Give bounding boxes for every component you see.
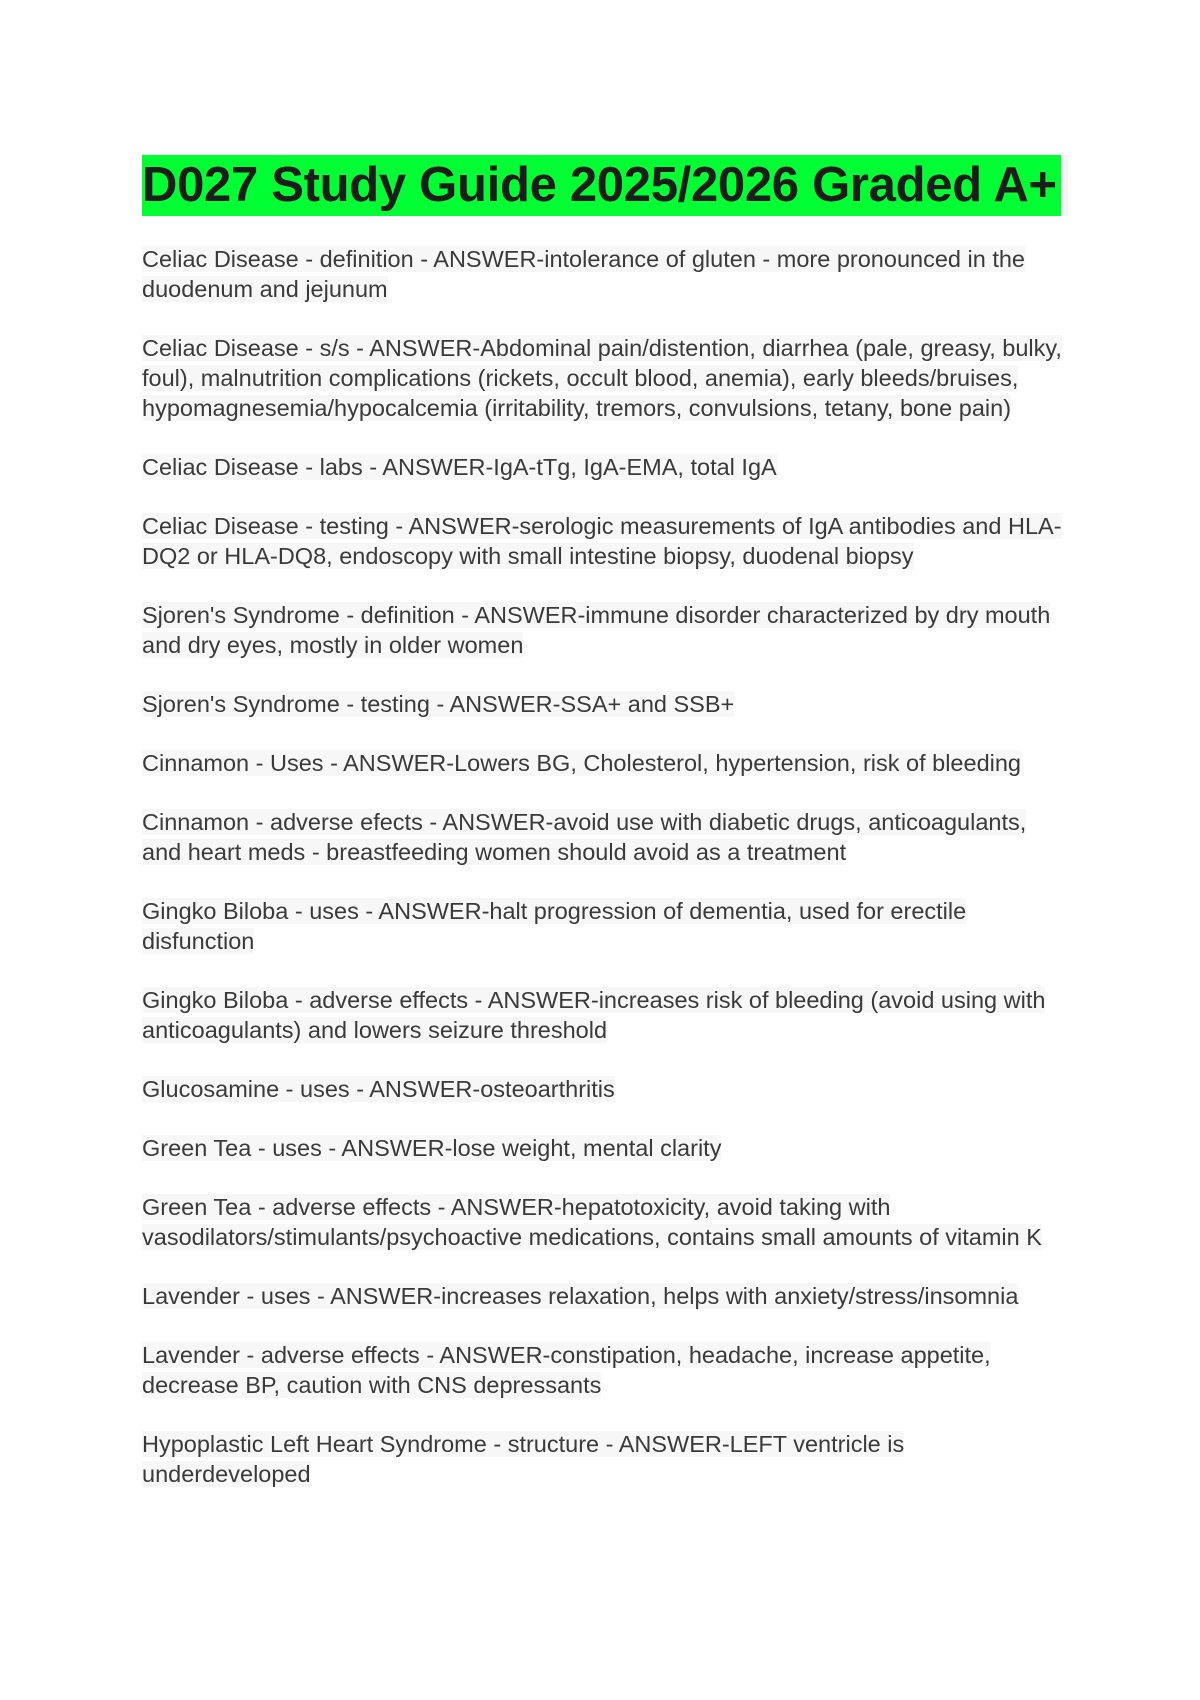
entry-hlhs-structure: Hypoplastic Left Heart Syndrome - structure - ANSWER-LEFT ventricle is underdeveloped — [142, 1431, 905, 1487]
entry-sjogren-testing: Sjoren's Syndrome - testing - ANSWER-SSA+ and SSB+ — [142, 691, 735, 717]
entry-green-tea-adverse-effects: Green Tea - adverse effects - ANSWER-hepatotoxicity, avoid taking with vasodilators/stimulants/psychoactive medications, contains small amounts of vitamin K — [142, 1194, 1042, 1250]
entry-celiac-definition: Celiac Disease - definition - ANSWER-intolerance of gluten - more pronounced in the duodenum and jejunum — [142, 246, 1025, 302]
entry-celiac-testing: Celiac Disease - testing - ANSWER-serologic measurements of IgA antibodies and HLA-DQ2 or HLA-DQ8, endoscopy with small intestine biopsy, duodenal biopsy — [142, 513, 1062, 569]
study-entries — [142, 244, 1072, 1518]
entry-glucosamine-uses: Glucosamine - uses - ANSWER-osteoarthritis — [142, 1076, 615, 1102]
entry-lavender-uses: Lavender - uses - ANSWER-increases relaxation, helps with anxiety/stress/insomnia — [142, 1283, 1019, 1309]
entry-gingko-uses: Gingko Biloba - uses - ANSWER-halt progression of dementia, used for erectile disfunction — [142, 898, 967, 954]
entry-celiac-signs-symptoms: Celiac Disease - s/s - ANSWER-Abdominal pain/distention, diarrhea (pale, greasy, bulky, foul), malnutrition complications (rickets, occult blood, anemia), early bleeds/bruises, hypomagnesemia/hypocalcemia (irritability, tremors, convulsions, tetany, bone pain) — [142, 335, 1062, 421]
entry-cinnamon-adverse-effects: Cinnamon - adverse efects - ANSWER-avoid use with diabetic drugs, anticoagulants, and heart meds - breastfeeding women should avoid as a treatment — [142, 809, 1027, 865]
entry-green-tea-uses: Green Tea - uses - ANSWER-lose weight, mental clarity — [142, 1135, 722, 1161]
entry-celiac-labs: Celiac Disease - labs - ANSWER-IgA-tTg, IgA-EMA, total IgA — [142, 454, 777, 480]
entry-cinnamon-uses: Cinnamon - Uses - ANSWER-Lowers BG, Cholesterol, hypertension, risk of bleeding — [142, 750, 1022, 776]
entry-sjogren-definition: Sjoren's Syndrome - definition - ANSWER-immune disorder characterized by dry mouth and dry eyes, mostly in older women — [142, 602, 1051, 658]
entry-gingko-adverse-effects: Gingko Biloba - adverse effects - ANSWER-increases risk of bleeding (avoid using with anticoagulants) and lowers seizure threshold — [142, 987, 1046, 1043]
entry-lavender-adverse-effects: Lavender - adverse effects - ANSWER-constipation, headache, increase appetite, decrease BP, caution with CNS depressants — [142, 1342, 991, 1398]
document-title: D027 Study Guide 2025/2026 Graded A+ — [142, 155, 1061, 216]
